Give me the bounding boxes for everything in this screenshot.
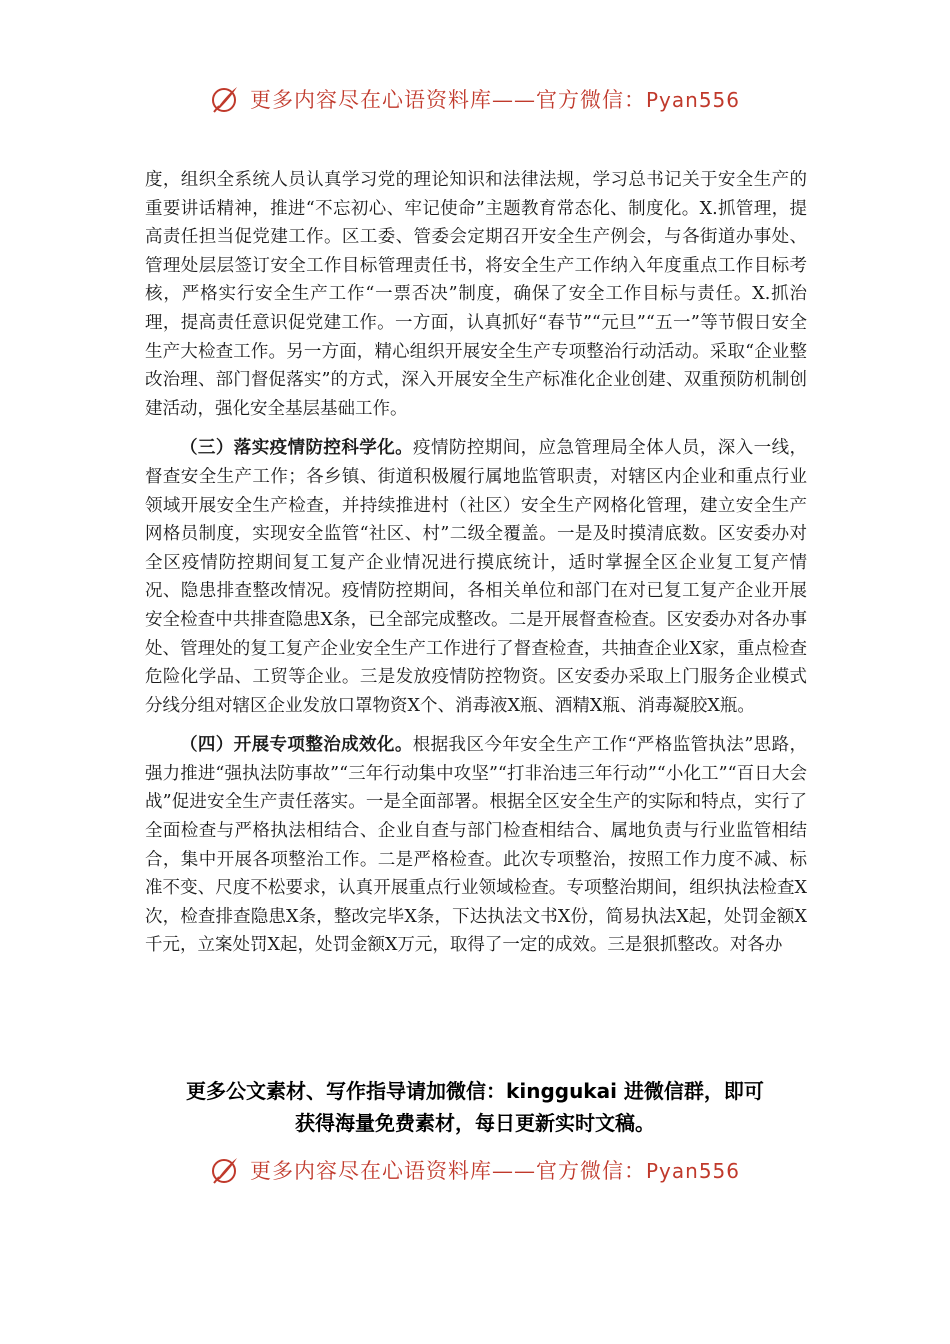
header-banner-text: 更多内容尽在心语资料库——官方微信：Pyan556 [249,88,740,112]
document-body [145,166,807,960]
promo-line-1: 更多公文素材、写作指导请加微信：kinggukai 进微信群，即可 [186,1079,764,1103]
footer-banner [0,1155,950,1185]
quill-logo-icon [210,1155,240,1185]
footer-banner-text: 更多内容尽在心语资料库——官方微信：Pyan556 [249,1159,740,1183]
section-heading-4: （四）开展专项整治成效化。 [180,735,413,756]
section-heading-3: （三）落实疫情防控科学化。 [180,438,414,459]
promo-line-2: 获得海量免费素材，每日更新实时文稿。 [295,1111,655,1135]
paragraph-3: （四）开展专项整治成效化。根据我区今年安全生产工作“严格监管执法”思路，强力推进“强执法防事故”“三年行动集中攻坚”“打非治违三年行动”“小化工”“百日大会战”促进安全生产责任落实。一是全面部署。根据全区安全生产的实际和特点，实行了全面检查与严格执法相结合、企业自查与部门检查相结合、属地负责与行业监管相结合，集中开展各项整治工作。二是严格检查。此次专项整治，按照工作力度不减、标准不变、尺度不松要求，认真开展重点行业领域检查。专项整治期间，组织执法检查X次，检查排查隐患X条，整改完毕X条，下达执法文书X份，简易执法X起，处罚金额X千元，立案处罚X起，处罚金额X万元，取得了一定的成效。三是狠抓整改。对各办 [145,735,807,956]
header-banner [0,84,950,114]
paragraph-2: （三）落实疫情防控科学化。疫情防控期间，应急管理局全体人员，深入一线，督查安全生产工作；各乡镇、街道积极履行属地监管职责，对辖区内企业和重点行业领域开展安全生产检查，并持续推进村（社区）安全生产网格化管理，建立安全生产网格员制度，实现安全监管“社区、村”二级全覆盖。一是及时摸清底数。区安委办对全区疫情防控期间复工复产企业情况进行摸底统计，适时掌握全区企业复工复产情况、隐患排查整改情况。疫情防控期间，各相关单位和部门在对已复工复产企业开展安全检查中共排查隐患X条，已全部完成整改。二是开展督查检查。区安委办对各办事处、管理处的复工复产企业安全生产工作进行了督查检查，共抽查企业X家，重点检查危险化学品、工贸等企业。三是发放疫情防控物资。区安委办采取上门服务企业模式分线分组对辖区企业发放口罩物资X个、消毒液X瓶、酒精X瓶、消毒凝胶X瓶。 [145,438,808,716]
paragraph-1: 度，组织全系统人员认真学习党的理论知识和法律法规，学习总书记关于安全生产的重要讲话精神，推进“不忘初心、牢记使命”主题教育常态化、制度化。X.抓管理，提高责任担当促党建工作。区工委、管委会定期召开安全生产例会，与各街道办事处、管理处层层签订安全工作目标管理责任书，将安全生产工作纳入年度重点工作目标考核，严格实行安全生产工作“一票否决”制度，确保了安全工作目标与责任。X.抓治理，提高责任意识促党建工作。一方面，认真抓好“春节”“元旦”“五一”等节假日安全生产大检查工作。另一方面，精心组织开展安全生产专项整治行动活动。采取“企业整改治理、部门督促落实”的方式，深入开展安全生产标准化企业创建、双重预防机制创建活动，强化安全基层基础工作。 [145,170,807,419]
promo-notice [100,1075,850,1139]
quill-logo-icon [210,84,240,114]
